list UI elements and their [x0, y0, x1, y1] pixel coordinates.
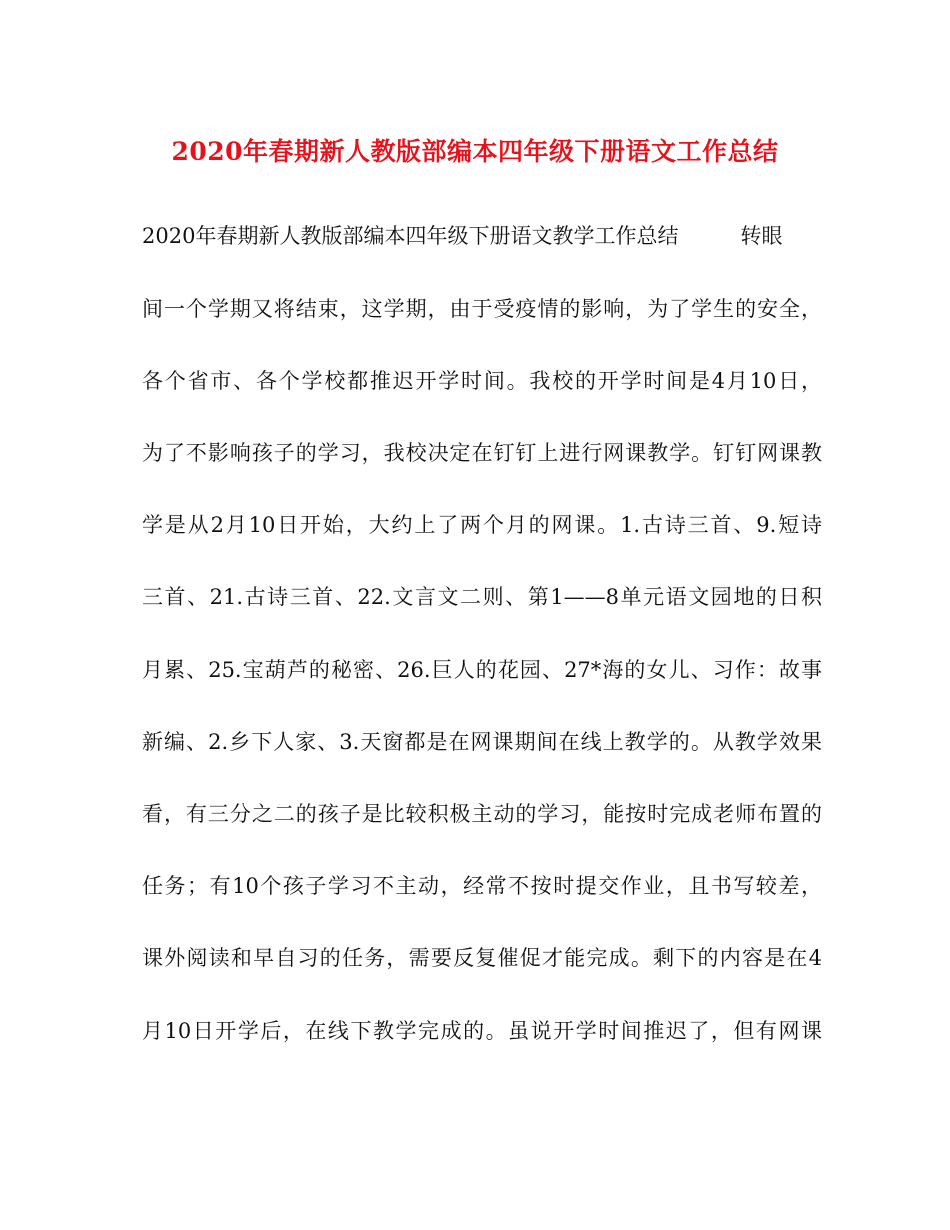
paragraph-line-12: 月10日开学后，在线下教学完成的。虽说开学时间推迟了，但有网课 [142, 1019, 822, 1043]
paragraph-line-10: 任务；有10个孩子学习不主动，经常不按时提交作业，且书写较差， [142, 874, 822, 898]
paragraph-line-2: 间一个学期又将结束，这学期，由于受疫情的影响，为了学生的安全， [142, 297, 822, 321]
paragraph-line-1 [142, 221, 822, 251]
paragraph-line-11: 课外阅读和早自习的任务，需要反复催促才能完成。剩下的内容是在4 [142, 946, 822, 970]
paragraph-line-3: 各个省市、各个学校都推迟开学时间。我校的开学时间是4月10日， [142, 369, 822, 393]
paragraph-line-9: 看，有三分之二的孩子是比较积极主动的学习，能按时完成老师布置的 [142, 802, 822, 826]
paragraph-start-text: 转眼 [740, 224, 783, 248]
subtitle-text: 2020年春期新人教版部编本四年级下册语文教学工作总结 [142, 224, 679, 248]
document-title: 2020年春期新人教版部编本四年级下册语文工作总结 [171, 137, 779, 166]
paragraph-line-4: 为了不影响孩子的学习，我校决定在钉钉上进行网课教学。钉钉网课教 [142, 441, 822, 465]
paragraph-line-5: 学是从2月10日开始，大约上了两个月的网课。1.古诗三首、9.短诗 [142, 513, 822, 537]
paragraph-line-6: 三首、21.古诗三首、22.文言文二则、第1——8单元语文园地的日积 [142, 585, 822, 609]
paragraph-line-7: 月累、25.宝葫芦的秘密、26.巨人的花园、27*海的女儿、习作：故事 [142, 658, 822, 682]
paragraph-line-8: 新编、2.乡下人家、3.天窗都是在网课期间在线上教学的。从教学效果 [142, 730, 822, 754]
